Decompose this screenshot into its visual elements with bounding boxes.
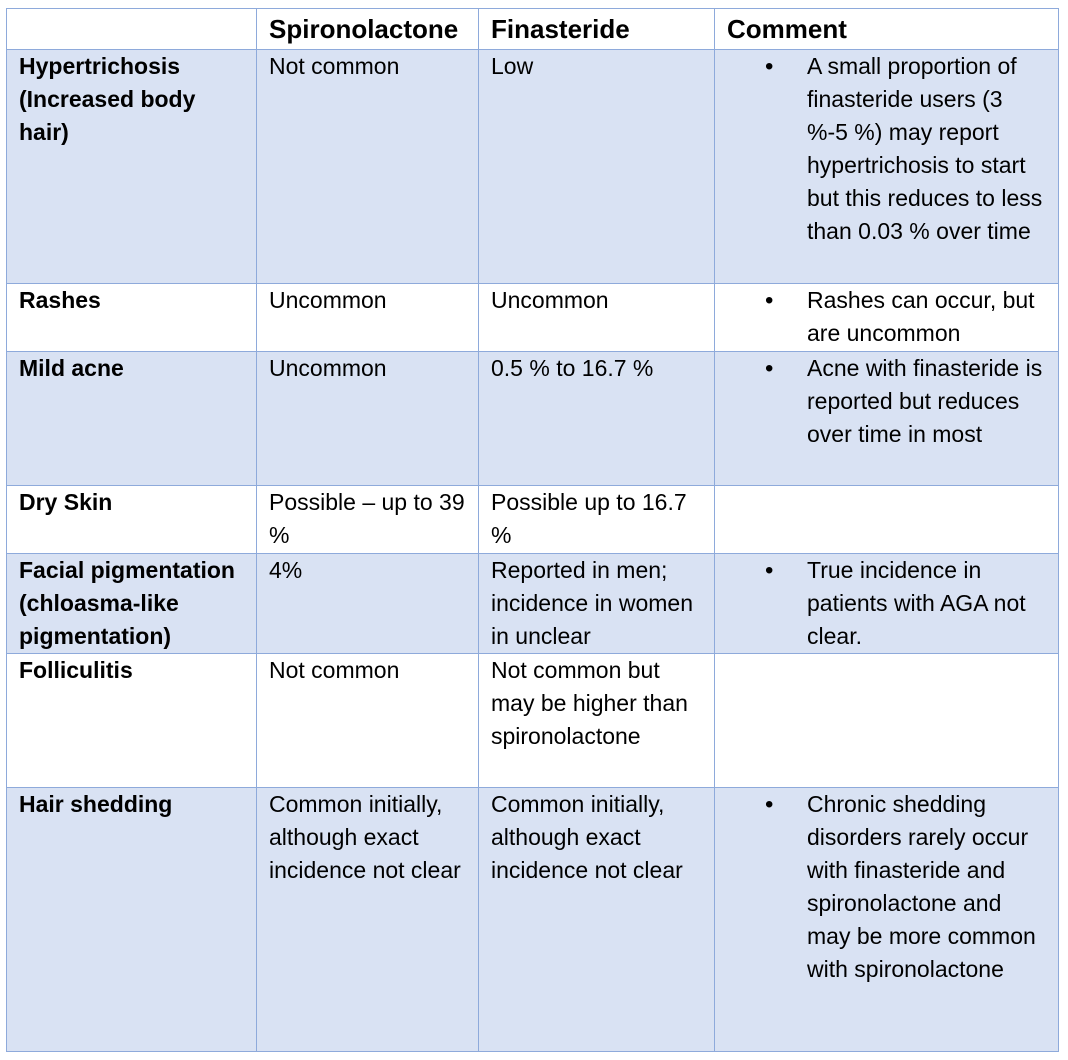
table-row	[7, 284, 1059, 352]
spironolactone-cell: Uncommon	[257, 352, 479, 486]
header-spironolactone: Spironolactone	[257, 9, 479, 50]
comment-bullet: • True incidence in patients with AGA not clear.	[725, 554, 1048, 653]
effect-cell: Facial pigmentation (chloasma-like pigmentation)	[7, 554, 257, 654]
comment-list	[725, 284, 1048, 350]
comment-list	[725, 554, 1048, 653]
comment-cell	[715, 654, 1059, 788]
table-row	[7, 486, 1059, 554]
comment-cell	[715, 352, 1059, 486]
comment-cell	[715, 554, 1059, 654]
comment-list	[725, 788, 1048, 986]
effect-cell: Folliculitis	[7, 654, 257, 788]
spironolactone-cell: Not common	[257, 50, 479, 284]
comment-bullet: • Acne with finasteride is reported but reduces over time in most	[725, 352, 1048, 451]
finasteride-cell: Common initially, although exact incidence not clear	[479, 788, 715, 1052]
comment-bullet: • Chronic shedding disorders rarely occur with finasteride and spironolactone and may be more common with spironolactone	[725, 788, 1048, 986]
comment-bullet: • Rashes can occur, but are uncommon	[725, 284, 1048, 350]
finasteride-cell: Not common but may be higher than spironolactone	[479, 654, 715, 788]
finasteride-cell: Reported in men; incidence in women in unclear	[479, 554, 715, 654]
comment-cell	[715, 284, 1059, 352]
finasteride-cell: Low	[479, 50, 715, 284]
table-row	[7, 352, 1059, 486]
table-row	[7, 50, 1059, 284]
side-effects-table	[6, 8, 1059, 1052]
table-row	[7, 554, 1059, 654]
table-row	[7, 654, 1059, 788]
comment-cell	[715, 788, 1059, 1052]
comment-cell	[715, 486, 1059, 554]
spironolactone-cell: Common initially, although exact incidence not clear	[257, 788, 479, 1052]
spironolactone-cell: Uncommon	[257, 284, 479, 352]
spironolactone-cell: Not common	[257, 654, 479, 788]
comment-list	[725, 352, 1048, 451]
comment-list	[725, 50, 1048, 248]
header-finasteride: Finasteride	[479, 9, 715, 50]
finasteride-cell: Possible up to 16.7 %	[479, 486, 715, 554]
comment-cell	[715, 50, 1059, 284]
header-comment: Comment	[715, 9, 1059, 50]
finasteride-cell: Uncommon	[479, 284, 715, 352]
effect-cell: Hair shedding	[7, 788, 257, 1052]
effect-cell: Rashes	[7, 284, 257, 352]
finasteride-cell: 0.5 % to 16.7 %	[479, 352, 715, 486]
spironolactone-cell: Possible – up to 39 %	[257, 486, 479, 554]
header-effect	[7, 9, 257, 50]
header-row	[7, 9, 1059, 50]
spironolactone-cell: 4%	[257, 554, 479, 654]
effect-cell: Hypertrichosis (Increased body hair)	[7, 50, 257, 284]
effect-cell: Mild acne	[7, 352, 257, 486]
comment-bullet: • A small proportion of finasteride users (3 %-5 %) may report hypertrichosis to start but this reduces to less than 0.03 % over time	[725, 50, 1048, 248]
table-row	[7, 788, 1059, 1052]
effect-cell: Dry Skin	[7, 486, 257, 554]
